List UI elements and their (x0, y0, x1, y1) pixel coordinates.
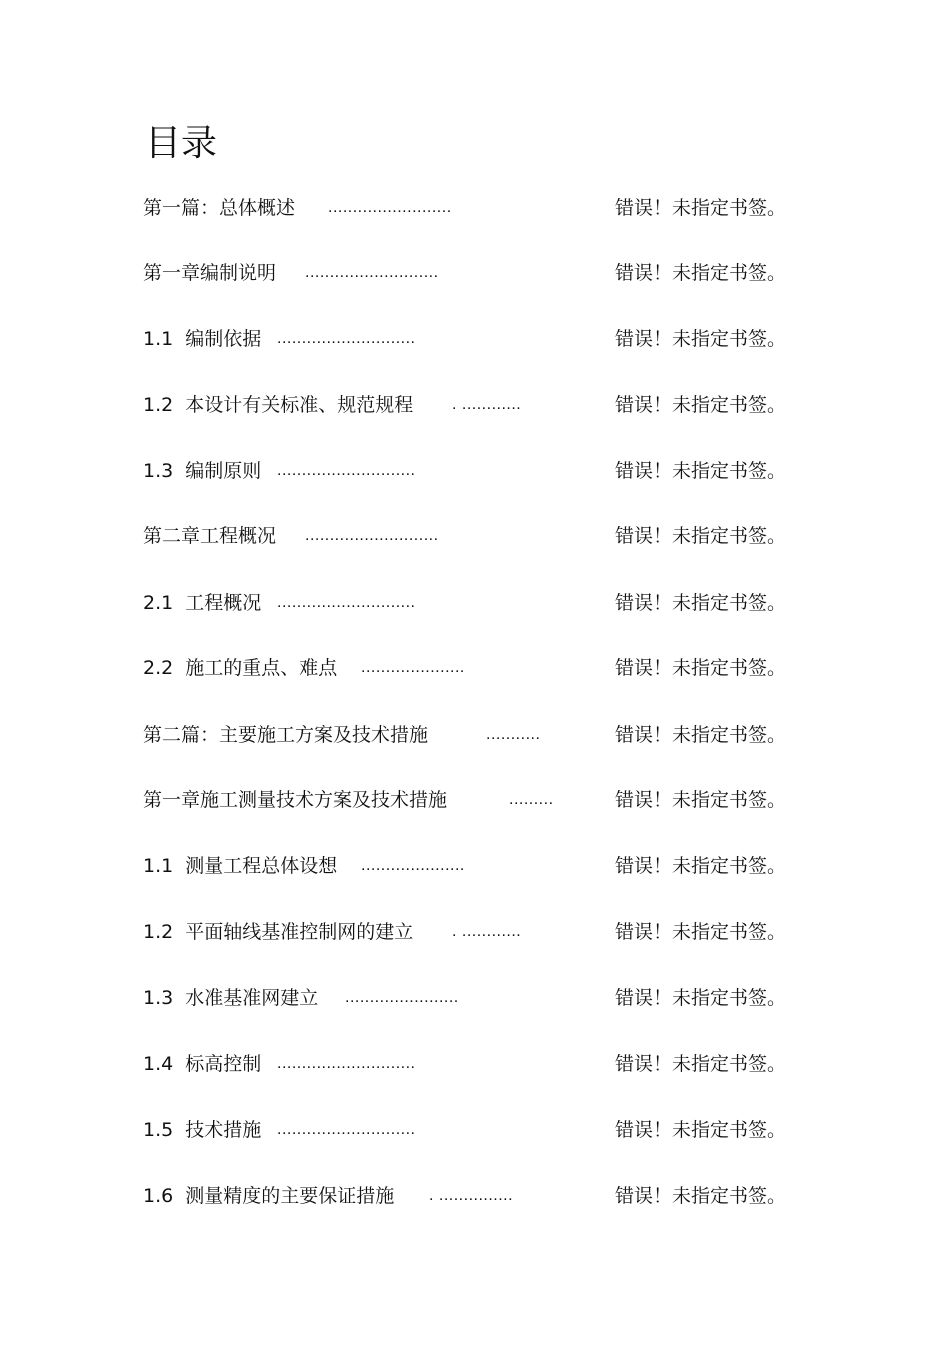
toc-entry-text: 1.2 平面轴线基准控制网的建立 (143, 921, 414, 943)
toc-entry-text: 第二篇：主要施工方案及技术措施 (143, 724, 429, 746)
toc-entry[interactable] (143, 1049, 803, 1079)
toc-entry[interactable] (143, 588, 803, 618)
toc-entry[interactable] (143, 193, 803, 223)
toc-entry[interactable] (143, 324, 803, 354)
toc-entry-page-ref: 错误！未指定书签。 (615, 855, 787, 877)
toc-entry-text: 第一篇：总体概述 (143, 197, 296, 219)
toc-entry-leader: ....................... (345, 989, 459, 1006)
toc-entry-text: 1.5 技术措施 (143, 1119, 262, 1141)
toc-entry-text: 1.4 标高控制 (143, 1053, 262, 1075)
toc-entry-leader: ..................... (361, 659, 465, 676)
toc-entry-page-ref: 错误！未指定书签。 (615, 328, 787, 350)
toc-entry[interactable] (143, 1115, 803, 1145)
toc-entry-page-ref: 错误！未指定书签。 (615, 525, 787, 547)
toc-entry-text: 1.2 本设计有关标准、规范规程 (143, 394, 414, 416)
toc-entry-page-ref: 错误！未指定书签。 (615, 1053, 787, 1075)
toc-entry-leader: ........................... (305, 527, 439, 544)
toc-entry-text: 第一章编制说明 (143, 262, 277, 284)
toc-entry[interactable] (143, 851, 803, 881)
toc-entry[interactable] (143, 785, 803, 815)
toc-entry-page-ref: 错误！未指定书签。 (615, 197, 787, 219)
toc-entry[interactable] (143, 390, 803, 420)
toc-entry-leader: . ............ (452, 923, 522, 940)
toc-entry[interactable] (143, 983, 803, 1013)
toc-entry[interactable] (143, 917, 803, 947)
toc-entry-leader: ........... (486, 726, 541, 743)
toc-entry-page-ref: 错误！未指定书签。 (615, 921, 787, 943)
toc-entry[interactable] (143, 653, 803, 683)
toc-entry-text: 第二章工程概况 (143, 525, 277, 547)
toc-title: 目录 (145, 123, 218, 164)
toc-entry[interactable] (143, 521, 803, 551)
toc-entry-leader: ............................ (277, 462, 416, 479)
toc-entry-page-ref: 错误！未指定书签。 (615, 1185, 787, 1207)
toc-entry[interactable] (143, 258, 803, 288)
toc-entry-leader: ............................ (277, 1055, 416, 1072)
toc-entry-leader: ............................ (277, 1121, 416, 1138)
toc-entry-leader: ......... (509, 791, 554, 808)
toc-entry-leader: ..................... (361, 857, 465, 874)
toc-entry-text: 1.1 编制依据 (143, 328, 262, 350)
toc-entry-text: 2.1 工程概况 (143, 592, 262, 614)
toc-entry[interactable] (143, 720, 803, 750)
toc-entry-page-ref: 错误！未指定书签。 (615, 1119, 787, 1141)
toc-entry-page-ref: 错误！未指定书签。 (615, 987, 787, 1009)
toc-entry-page-ref: 错误！未指定书签。 (615, 592, 787, 614)
toc-entry-text: 1.3 水准基准网建立 (143, 987, 319, 1009)
toc-entry[interactable] (143, 1181, 803, 1211)
toc-entry-text: 第一章施工测量技术方案及技术措施 (143, 789, 448, 811)
toc-entry-page-ref: 错误！未指定书签。 (615, 657, 787, 679)
toc-entry-leader: ............................ (277, 330, 416, 347)
toc-entry-text: 1.1 测量工程总体设想 (143, 855, 338, 877)
toc-entry-text: 1.6 测量精度的主要保证措施 (143, 1185, 395, 1207)
toc-entry-leader: . ............ (452, 396, 522, 413)
toc-entry-page-ref: 错误！未指定书签。 (615, 262, 787, 284)
toc-entry-page-ref: 错误！未指定书签。 (615, 394, 787, 416)
toc-entry-page-ref: 错误！未指定书签。 (615, 724, 787, 746)
toc-entry-leader: ............................ (277, 594, 416, 611)
toc-entry-page-ref: 错误！未指定书签。 (615, 789, 787, 811)
toc-entry[interactable] (143, 456, 803, 486)
toc-entry-text: 2.2 施工的重点、难点 (143, 657, 338, 679)
toc-entry-page-ref: 错误！未指定书签。 (615, 460, 787, 482)
toc-entry-text: 1.3 编制原则 (143, 460, 262, 482)
toc-entry-leader: ........................... (305, 264, 439, 281)
toc-entry-leader: . ............... (429, 1187, 514, 1204)
toc-entry-leader: ......................... (328, 199, 452, 216)
